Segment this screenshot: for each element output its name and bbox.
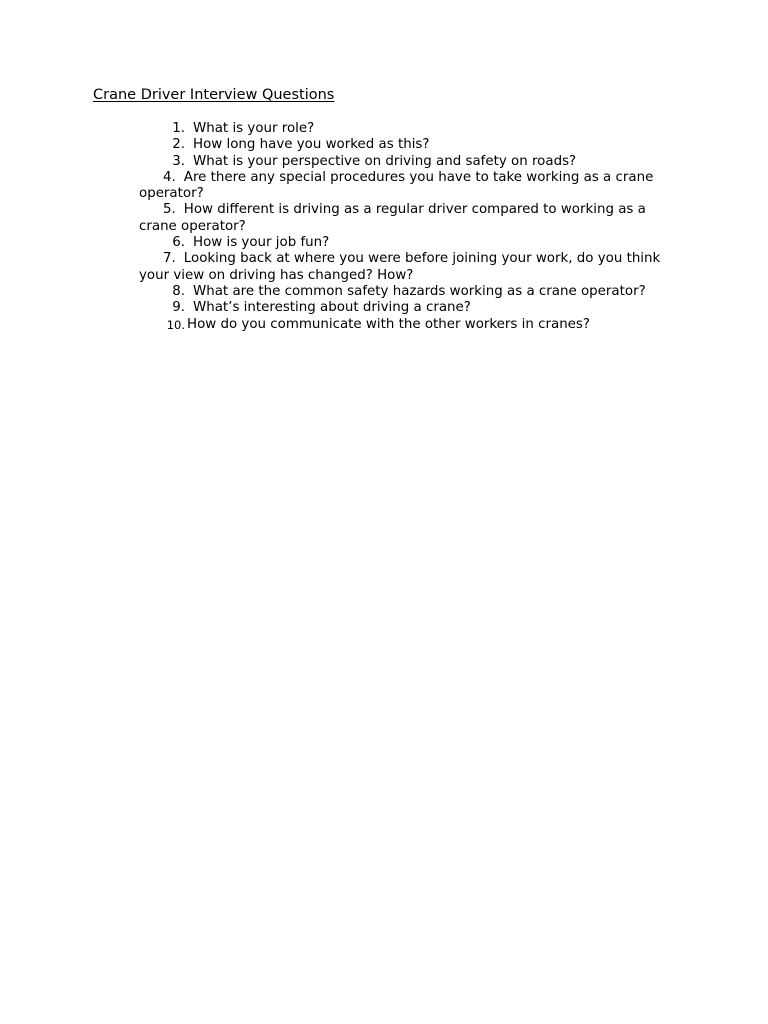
question-item-7 (139, 251, 684, 284)
question-number: 7. (163, 251, 176, 267)
question-number: 6. (172, 235, 185, 251)
question-item-5 (139, 202, 684, 235)
question-number: 5. (163, 202, 176, 218)
question-number: 8. (172, 283, 185, 299)
question-item-3 (139, 154, 684, 170)
question-number: 9. (172, 300, 185, 316)
question-text: What’s interesting about driving a crane? (193, 300, 471, 316)
question-text: What is your perspective on driving and safety on roads? (193, 153, 577, 169)
question-text: Looking back at where you were before joining your work, do you think your view on driving has changed? How? (139, 251, 661, 283)
question-item-10 (139, 317, 684, 333)
question-text: How long have you worked as this? (193, 137, 430, 153)
document-title: Crane Driver Interview Questions (93, 87, 335, 103)
question-text: What is your role? (193, 121, 315, 136)
question-text: Are there any special procedures you have to take working as a crane operator? (139, 169, 654, 202)
question-number: 2. (172, 137, 185, 153)
question-item-2 (139, 137, 684, 153)
question-item-8 (139, 284, 684, 300)
question-number: 10. (166, 317, 185, 332)
question-item-1 (139, 121, 684, 137)
question-text: What are the common safety hazards working as a crane operator? (193, 283, 646, 299)
question-number: 3. (172, 153, 185, 169)
question-text: How different is driving as a regular driver compared to working as a crane operator? (139, 202, 646, 234)
question-number: 1. (172, 121, 185, 136)
question-list (139, 121, 684, 333)
question-text: How do you communicate with the other workers in cranes? (187, 316, 591, 332)
question-item-6 (139, 235, 684, 251)
question-item-9 (139, 300, 684, 316)
question-text: How is your job fun? (193, 235, 330, 251)
question-number: 4. (163, 169, 176, 185)
question-item-4 (139, 170, 684, 203)
